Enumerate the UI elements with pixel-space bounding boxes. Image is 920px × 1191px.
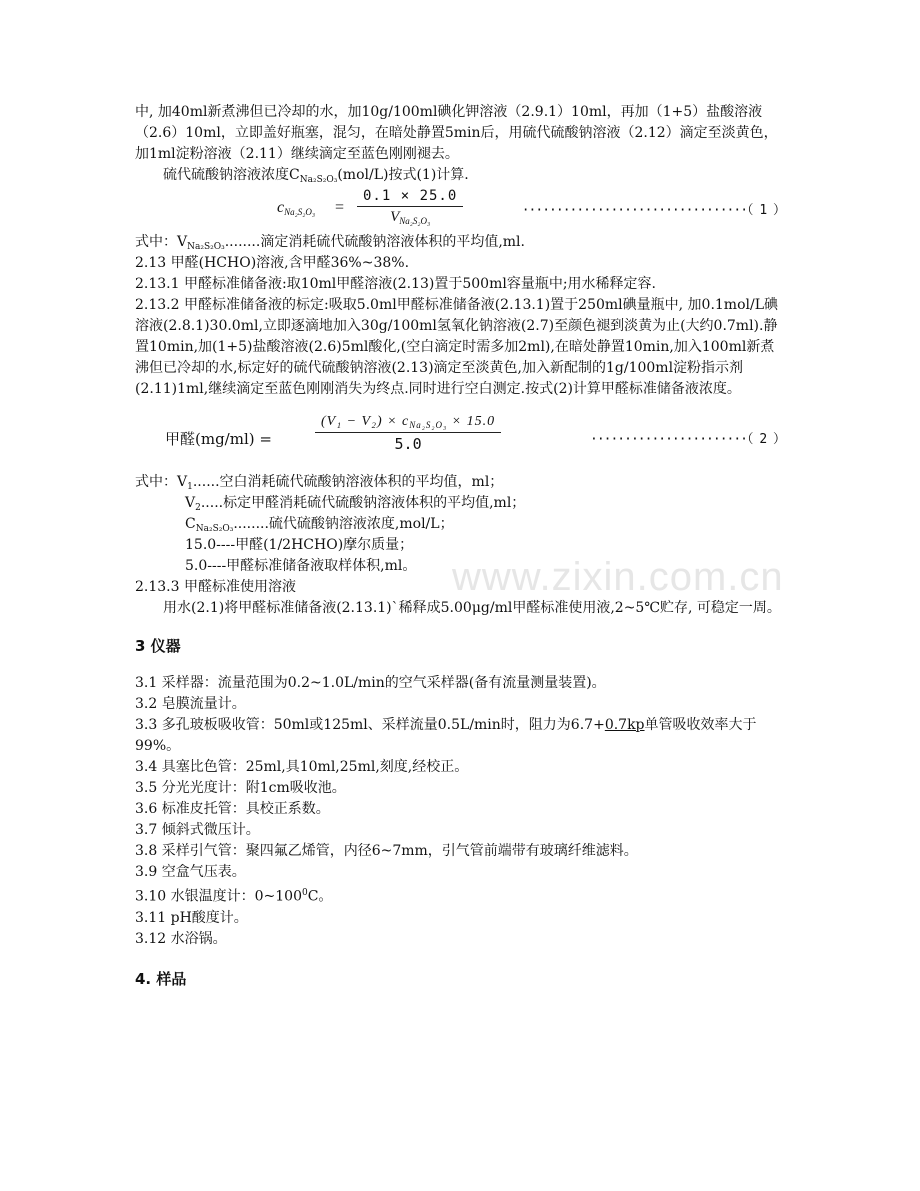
heading-samples: 4. 样品 <box>135 969 187 988</box>
eq1-lhs: $c_{Na_2S_2O_3}$ <box>277 199 315 217</box>
where-2-volume: 5.0----甲醛标准储备液取样体积,ml。 <box>185 558 417 574</box>
calc-intro: 硫代硫酸钠溶液浓度$C_{Na_2S_2O_3}(mol/L)$按式(1)计算. <box>163 167 469 185</box>
instrument-3-10: 3.10 水银温度计：$0\sim 100^0C$。 <box>135 888 333 905</box>
equation-2 <box>135 410 785 472</box>
instrument-3-5: 3.5 分光光度计：附1cm吸收池。 <box>135 780 346 796</box>
section-2-13-3-body: 用水(2.1)将甲醛标准储备液(2.13.1)`稀释成5.00μg/ml甲醛标准使用液,2~5℃贮存, 可稳定一周。 <box>163 600 781 616</box>
section-2-13: 2.13 甲醛(HCHO)溶液,含甲醛36%~38%. <box>135 255 410 271</box>
eq1-fraction: 0.1 × 25.0 $V_{Na_2S_2O_3}$ <box>357 188 463 226</box>
equation-1: $c_{Na_2S_2O_3}$ = 0.1 × 25.0 $V_{Na_2S_2O_3}$ ·································（ 1 ） <box>277 188 785 226</box>
where-2-c: $C_{Na_2S_2O_3}$........硫代硫酸钠溶液浓度,mol/L； <box>185 516 454 534</box>
document-page <box>135 102 785 990</box>
heading-instruments: 3 仪器 <box>135 637 181 655</box>
section-2-13-2: 2.13.2 甲醛标准储备液的标定:吸取5.0ml甲醛标准储备液(2.13.1)置于250ml碘量瓶中, 加0.1mol/L碘溶液(2.8.1)30.0ml,立即逐滴地加入30g/100ml氢氧化钠溶液(2.7)至颜色褪到淡黄为止(大约0.7ml).静置10min,加(1+5)盐酸溶液(2.6)5ml酸化,(空白滴定时需多加2ml),在暗处静置10min,加入100ml新煮沸但已冷却的水,标定好的硫代硫酸钠溶液(2.13)滴定至淡黄色,加入新配制的1g/100ml淀粉指示剂(2.11)1ml,继续滴定至蓝色刚刚消失为终点.同时进行空白测定.按式(2)计算甲醛标准储备液浓度。 <box>135 297 779 397</box>
instrument-3-6: 3.6 标准皮托管：具校正系数。 <box>135 801 330 817</box>
instrument-3-7: 3.7 倾斜式微压计。 <box>135 822 260 838</box>
eq2-fraction: $(V_1 - V_2) \times c_{Na_2S_2O_3} \times 15.0$ 5.0 <box>315 414 501 453</box>
instrument-3-4: 3.4 具塞比色管：25ml,具10ml,25ml,刻度,经校正。 <box>135 759 469 775</box>
instrument-3-9: 3.9 空盒气压表。 <box>135 864 246 880</box>
eq2-number: ·······················（ 2 ） <box>590 432 785 447</box>
where-2-molar: 15.0----甲醛(1/2HCHO)摩尔质量； <box>185 537 414 553</box>
section-2-13-1: 2.13.1 甲醛标准储备液:取10ml甲醛溶液(2.13)置于500ml容量瓶中;用水稀释定容. <box>135 276 656 292</box>
instrument-3-2: 3.2 皂膜流量计。 <box>135 696 246 712</box>
instrument-3-3: 3.3 多孔玻板吸收管：50ml或125ml、采样流量0.5L/min时，阻力为6.7+0.7kp单管吸收效率大于99%。 <box>135 717 757 754</box>
where-2-v2: $V_2$.....标定甲醛消耗硫代硫酸钠溶液体积的平均值,ml； <box>185 495 526 513</box>
paragraph-titration: 中, 加40ml新煮沸但已冷却的水，加10g/100ml碘化钾溶液（2.9.1）10ml，再加（1+5）盐酸溶液（2.6）10ml，立即盖好瓶塞，混匀，在暗处静置5min后，用硫代硫酸钠溶液（2.12）滴定至淡黄色，加1ml淀粉溶液（2.11）继续滴定至蓝色刚刚褪去。 <box>135 104 778 162</box>
where-2-v1: 式中：$V_1$......空白消耗硫代硫酸钠溶液体积的平均值，ml； <box>135 474 504 492</box>
instrument-3-8: 3.8 采样引气管：聚四氟乙烯管，内径6~7mm，引气管前端带有玻璃纤维滤料。 <box>135 843 638 859</box>
eq2-lhs: 甲醛(mg/ml) = <box>165 430 272 448</box>
instrument-3-12: 3.12 水浴锅。 <box>135 930 227 947</box>
eq1-number: ·································（ 1 ） <box>521 203 785 218</box>
where-1: 式中：$V_{Na_2S_2O_3}$........滴定消耗硫代硫酸钠溶液体积的平均值,ml. <box>135 234 525 252</box>
watermark: www.zixin.com.cn <box>452 555 784 599</box>
section-2-13-3: 2.13.3 甲醛标准使用溶液 <box>135 579 296 595</box>
instrument-3-1: 3.1 采样器：流量范围为0.2~1.0L/min的空气采样器(备有流量测量装置)。 <box>135 675 606 691</box>
instrument-3-11: 3.11 pH酸度计。 <box>135 909 248 926</box>
